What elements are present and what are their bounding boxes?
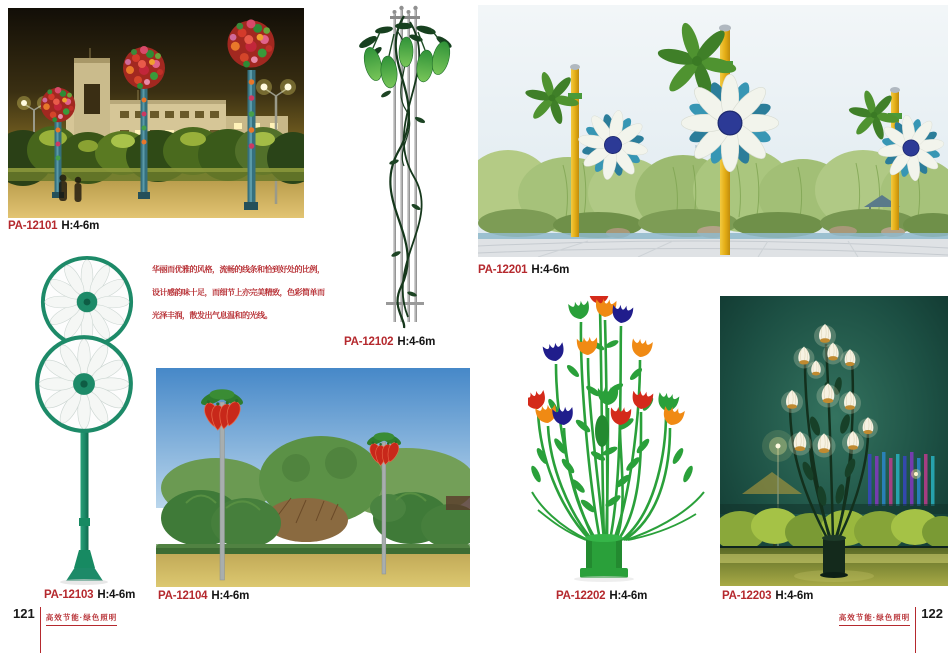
product-code: PA-12104 [158,590,208,602]
product-height: H:4-6m [211,590,250,602]
page-number-left: 121 [13,606,35,621]
product-label-pa12102 [344,336,435,348]
product-code: PA-12203 [722,590,772,602]
night-lotus-illustration [720,296,948,586]
footer-slogan-right: 高效节能·绿色照明 [839,612,911,626]
photo-lotus-bud-lamp-night [720,296,948,586]
photo-pinwheel-flower-poles-park [478,5,948,257]
footer-divider-left [40,607,118,653]
product-height: H:4-6m [609,590,648,602]
product-label-pa12202 [556,590,647,602]
product-height: H:4-6m [97,589,136,601]
product-height: H:4-6m [775,590,814,602]
tulip-lamp-illustration [528,296,714,586]
render-double-wheel-lamp [16,250,152,586]
product-label-pa12101 [8,220,99,232]
leaves [529,339,694,515]
footer-slogan-left: 高效节能·绿色照明 [46,612,118,626]
product-height: H:4-6m [397,336,436,348]
product-code: PA-12201 [478,264,528,276]
product-label-pa12103 [44,589,135,601]
wheel-bottom [37,337,131,431]
wheel-top [43,258,131,346]
product-height: H:4-6m [61,220,100,232]
product-code: PA-12103 [44,589,94,601]
product-code: PA-12202 [556,590,606,602]
photo-chili-pepper-lamps-lawn [156,368,470,587]
product-label-pa12104 [158,590,249,602]
page-number-right: 122 [921,606,943,621]
plaza-paving [478,239,948,257]
footer-left [8,607,117,653]
description-text [152,258,352,327]
vine-leaves [380,89,426,297]
description-line-3: 光泽丰润，散发出气息温和的光线。 [152,311,272,320]
trees [8,126,304,186]
planter-pot [574,534,634,582]
footer-right [839,607,948,653]
description-line-2: 设计感韵味十足，而细节上亦完美精致，色彩简单而 [152,288,325,297]
render-mango-vine-lamp [346,2,466,332]
product-code: PA-12102 [344,336,394,348]
product-label-pa12203 [722,590,813,602]
wheel-lamp-illustration [16,250,152,586]
description-line-1: 华丽而优雅的风格，流畅的线条和恰到好处的比例， [152,265,325,274]
render-tulip-plant-lamp [528,296,714,586]
night-street-illustration [8,8,304,218]
mango-lamp-illustration [346,2,466,332]
product-code: PA-12101 [8,220,58,232]
product-height: H:4-6m [531,264,570,276]
park-illustration [478,5,948,257]
photo-flower-ball-lamps-night [8,8,304,218]
footer-divider-right [839,607,917,653]
lawn [156,554,470,587]
lawn-illustration [156,368,470,587]
product-label-pa12201 [478,264,569,276]
